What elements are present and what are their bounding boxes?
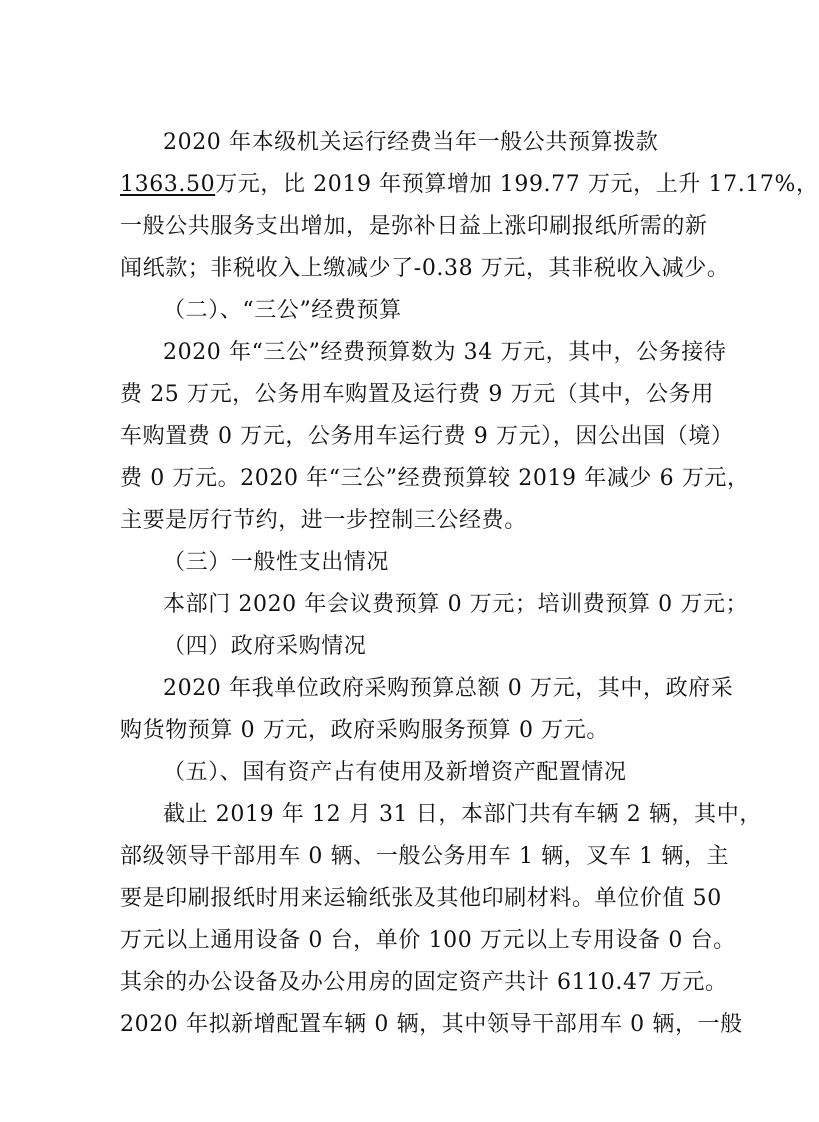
paragraph-line	[120, 170, 819, 200]
paragraph-line: 2020 年“三公”经费预算数为 34 万元，其中，公务接待	[163, 340, 727, 365]
paragraph-line: 其余的办公设备及办公用房的固定资产共计 6110.47 万元。	[120, 970, 728, 995]
paragraph-line: 截止 2019 年 12 月 31 日，本部门共有车辆 2 辆，其中，	[163, 802, 762, 827]
paragraph-line: 费 25 万元，公务用车购置及运行费 9 万元（其中，公务用	[120, 382, 714, 407]
paragraph-line: 主要是厉行节约，进一步控制三公经费。	[120, 508, 527, 533]
paragraph-line: 2020 年拟新增配置车辆 0 辆，其中领导干部用车 0 辆，一般	[120, 1012, 743, 1037]
section-heading: （三）一般性支出情况	[163, 550, 390, 575]
paragraph-line: 2020 年本级机关运行经费当年一般公共预算拨款	[163, 130, 659, 155]
paragraph-line: 闻纸款；非税收入上缴减少了-0.38 万元，其非税收入减少。	[120, 256, 730, 281]
paragraph-line-continuation: 万元，比 2019 年预算增加 199.77 万元，上升 17.17%，	[215, 172, 819, 197]
paragraph-line: 2020 年我单位政府采购预算总额 0 万元，其中，政府采	[163, 676, 734, 701]
section-heading: （二）、“三公”经费预算	[163, 298, 402, 323]
paragraph-line: 万元以上通用设备 0 台，单价 100 万元以上专用设备 0 台。	[120, 928, 736, 953]
paragraph-line: 要是印刷报纸时用来运输纸张及其他印刷材料。单位价值 50	[120, 886, 722, 911]
paragraph-line: 部级领导干部用车 0 辆、一般公务用车 1 辆，叉车 1 辆，主	[120, 844, 730, 869]
paragraph-line: 车购置费 0 万元，公务用车运行费 9 万元），因公出国（境）	[120, 424, 734, 449]
section-heading: （五）、国有资产占有使用及新增资产配置情况	[163, 760, 627, 785]
underlined-amount: 1363.50	[120, 172, 216, 197]
paragraph-line: 本部门 2020 年会议费预算 0 万元；培训费预算 0 万元；	[163, 592, 749, 617]
paragraph-line: 购货物预算 0 万元，政府采购服务预算 0 万元。	[120, 718, 609, 743]
paragraph-line: 一般公共服务支出增加，是弥补日益上涨印刷报纸所需的新	[120, 214, 708, 239]
section-heading: （四）政府采购情况	[163, 634, 367, 659]
paragraph-line: 费 0 万元。2020 年“三公”经费预算较 2019 年减少 6 万元，	[120, 466, 750, 491]
